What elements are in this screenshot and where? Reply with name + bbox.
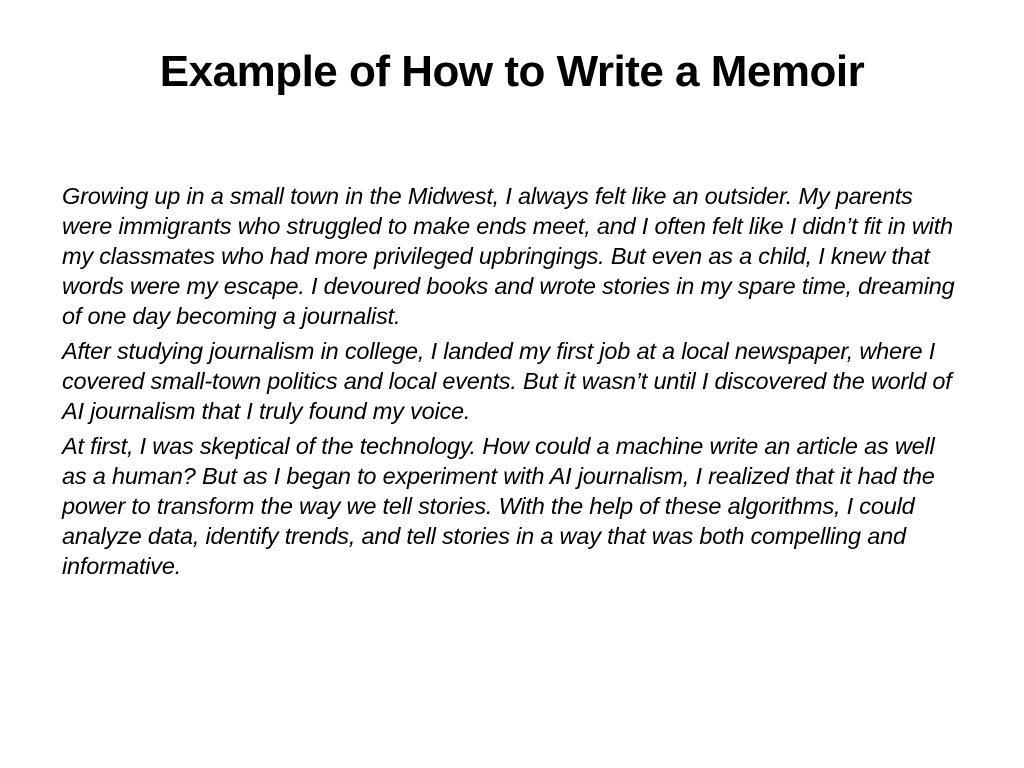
paragraph-childhood: Growing up in a small town in the Midwest, I always felt like an outsider. My parents were immigrants who struggled to make ends meet, and I often felt like I didn’t fit in with my classmates who had more privileged upbringings. But even as a child, I knew that words were my escape. I devoured books and wrote stories in my spare time, dreaming of one day becoming a journalist. xyxy=(62,183,955,329)
slide-body xyxy=(62,181,962,586)
paragraph-ai-journalism: At first, I was skeptical of the technology. How could a machine write an article as well as a human? But as I began to experiment with AI journalism, I realized that it had the power to transform the way we tell stories. With the help of these algorithms, I could analyze data, identify trends, and tell stories in a way that was both compelling and informative. xyxy=(62,433,935,579)
paragraph-career: After studying journalism in college, I landed my first job at a local newspaper, where I covered small-town politics and local events. But it wasn’t until I discovered the world of AI journalism that I truly found my voice. xyxy=(62,338,952,424)
slide-title: Example of How to Write a Memoir xyxy=(159,47,865,96)
